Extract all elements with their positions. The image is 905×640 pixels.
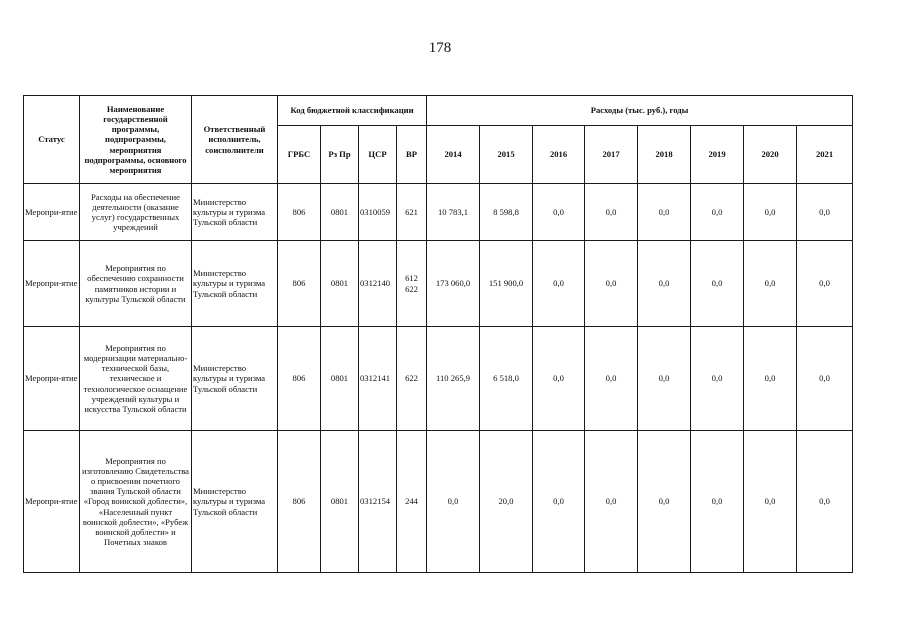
- cell-vr: 621: [397, 184, 427, 241]
- cell-rzpr: 0801: [321, 184, 359, 241]
- cell-2014: 0,0: [427, 431, 480, 573]
- cell-status: Меропри-ятие: [24, 431, 80, 573]
- cell-2019: 0,0: [691, 184, 744, 241]
- cell-name: Мероприятия по обеспечению сохранности памятников истории и культуры Тульской области: [80, 241, 192, 327]
- cell-grbs: 806: [278, 184, 321, 241]
- cell-2018: 0,0: [638, 327, 691, 431]
- cell-grbs: 806: [278, 431, 321, 573]
- cell-2016: 0,0: [533, 184, 585, 241]
- cell-vr: 622: [397, 327, 427, 431]
- cell-name: Расходы на обеспечение деятельности (оказание услуг) государственных учреждений: [80, 184, 192, 241]
- cell-2014: 110 265,9: [427, 327, 480, 431]
- cell-csr: 0312140: [359, 241, 397, 327]
- cell-2020: 0,0: [744, 431, 797, 573]
- cell-2017: 0,0: [585, 184, 638, 241]
- header-year-2017: 2017: [585, 126, 638, 184]
- cell-2015: 8 598,8: [480, 184, 533, 241]
- cell-vr: 612 622: [397, 241, 427, 327]
- cell-2017: 0,0: [585, 431, 638, 573]
- header-name: Наименование государственной программы, подпрограммы, мероприятия подпрограммы, основного мероприятия: [80, 96, 192, 184]
- cell-status: Меропри-ятие: [24, 241, 80, 327]
- header-year-2016: 2016: [533, 126, 585, 184]
- cell-2016: 0,0: [533, 327, 585, 431]
- cell-2014: 10 783,1: [427, 184, 480, 241]
- cell-2019: 0,0: [691, 327, 744, 431]
- header-budget-code: Код бюджетной классификации: [278, 96, 427, 126]
- header-code-csr: ЦСР: [359, 126, 397, 184]
- cell-name: Мероприятия по изготовлению Свидетельства о присвоении почетного звания Тульской области «Город воинской доблести», «Населенный пункт воинской доблести», «Рубеж воинской доблести» и Почетных знаков: [80, 431, 192, 573]
- header-year-2018: 2018: [638, 126, 691, 184]
- cell-csr: 0312141: [359, 327, 397, 431]
- cell-rzpr: 0801: [321, 327, 359, 431]
- cell-name: Мероприятия по модернизации материально-технической базы, техническое и технологическое оснащение учреждений культуры и искусства Тульской области: [80, 327, 192, 431]
- cell-rzpr: 0801: [321, 431, 359, 573]
- cell-grbs: 806: [278, 327, 321, 431]
- cell-2020: 0,0: [744, 241, 797, 327]
- cell-2019: 0,0: [691, 241, 744, 327]
- table-row: [24, 431, 853, 573]
- cell-2018: 0,0: [638, 184, 691, 241]
- cell-executor: Министерство культуры и туризма Тульской области: [192, 241, 278, 327]
- header-year-2021: 2021: [797, 126, 853, 184]
- cell-csr: 0310059: [359, 184, 397, 241]
- cell-csr: 0312154: [359, 431, 397, 573]
- cell-status: Меропри-ятие: [24, 327, 80, 431]
- header-year-2020: 2020: [744, 126, 797, 184]
- page-number: 178: [428, 40, 452, 56]
- header-code-vr: ВР: [397, 126, 427, 184]
- cell-executor: Министерство культуры и туризма Тульской области: [192, 184, 278, 241]
- header-executor: Ответственный исполнитель, соисполнители: [192, 96, 278, 184]
- cell-executor: Министерство культуры и туризма Тульской области: [192, 327, 278, 431]
- cell-2014: 173 060,0: [427, 241, 480, 327]
- header-code-rzpr: Рз Пр: [321, 126, 359, 184]
- cell-2015: 20,0: [480, 431, 533, 573]
- table-row: [24, 327, 853, 431]
- cell-2019: 0,0: [691, 431, 744, 573]
- cell-rzpr: 0801: [321, 241, 359, 327]
- table-row: [24, 184, 853, 241]
- cell-status: Меропри-ятие: [24, 184, 80, 241]
- cell-2021: 0,0: [797, 184, 853, 241]
- cell-2020: 0,0: [744, 184, 797, 241]
- cell-2016: 0,0: [533, 241, 585, 327]
- header-year-2015: 2015: [480, 126, 533, 184]
- cell-2015: 151 900,0: [480, 241, 533, 327]
- cell-2021: 0,0: [797, 431, 853, 573]
- cell-executor: Министерство культуры и туризма Тульской области: [192, 431, 278, 573]
- cell-2017: 0,0: [585, 327, 638, 431]
- cell-2021: 0,0: [797, 241, 853, 327]
- cell-grbs: 806: [278, 241, 321, 327]
- cell-2018: 0,0: [638, 241, 691, 327]
- header-year-2019: 2019: [691, 126, 744, 184]
- header-expenses: Расходы (тыс. руб.), годы: [427, 96, 853, 126]
- header-status: Статус: [24, 96, 80, 184]
- cell-2017: 0,0: [585, 241, 638, 327]
- cell-2015: 6 518,0: [480, 327, 533, 431]
- budget-table: [23, 95, 853, 573]
- header-year-2014: 2014: [427, 126, 480, 184]
- cell-2020: 0,0: [744, 327, 797, 431]
- cell-2018: 0,0: [638, 431, 691, 573]
- cell-2021: 0,0: [797, 327, 853, 431]
- header-code-grbs: ГРБС: [278, 126, 321, 184]
- cell-2016: 0,0: [533, 431, 585, 573]
- table-row: [24, 241, 853, 327]
- cell-vr: 244: [397, 431, 427, 573]
